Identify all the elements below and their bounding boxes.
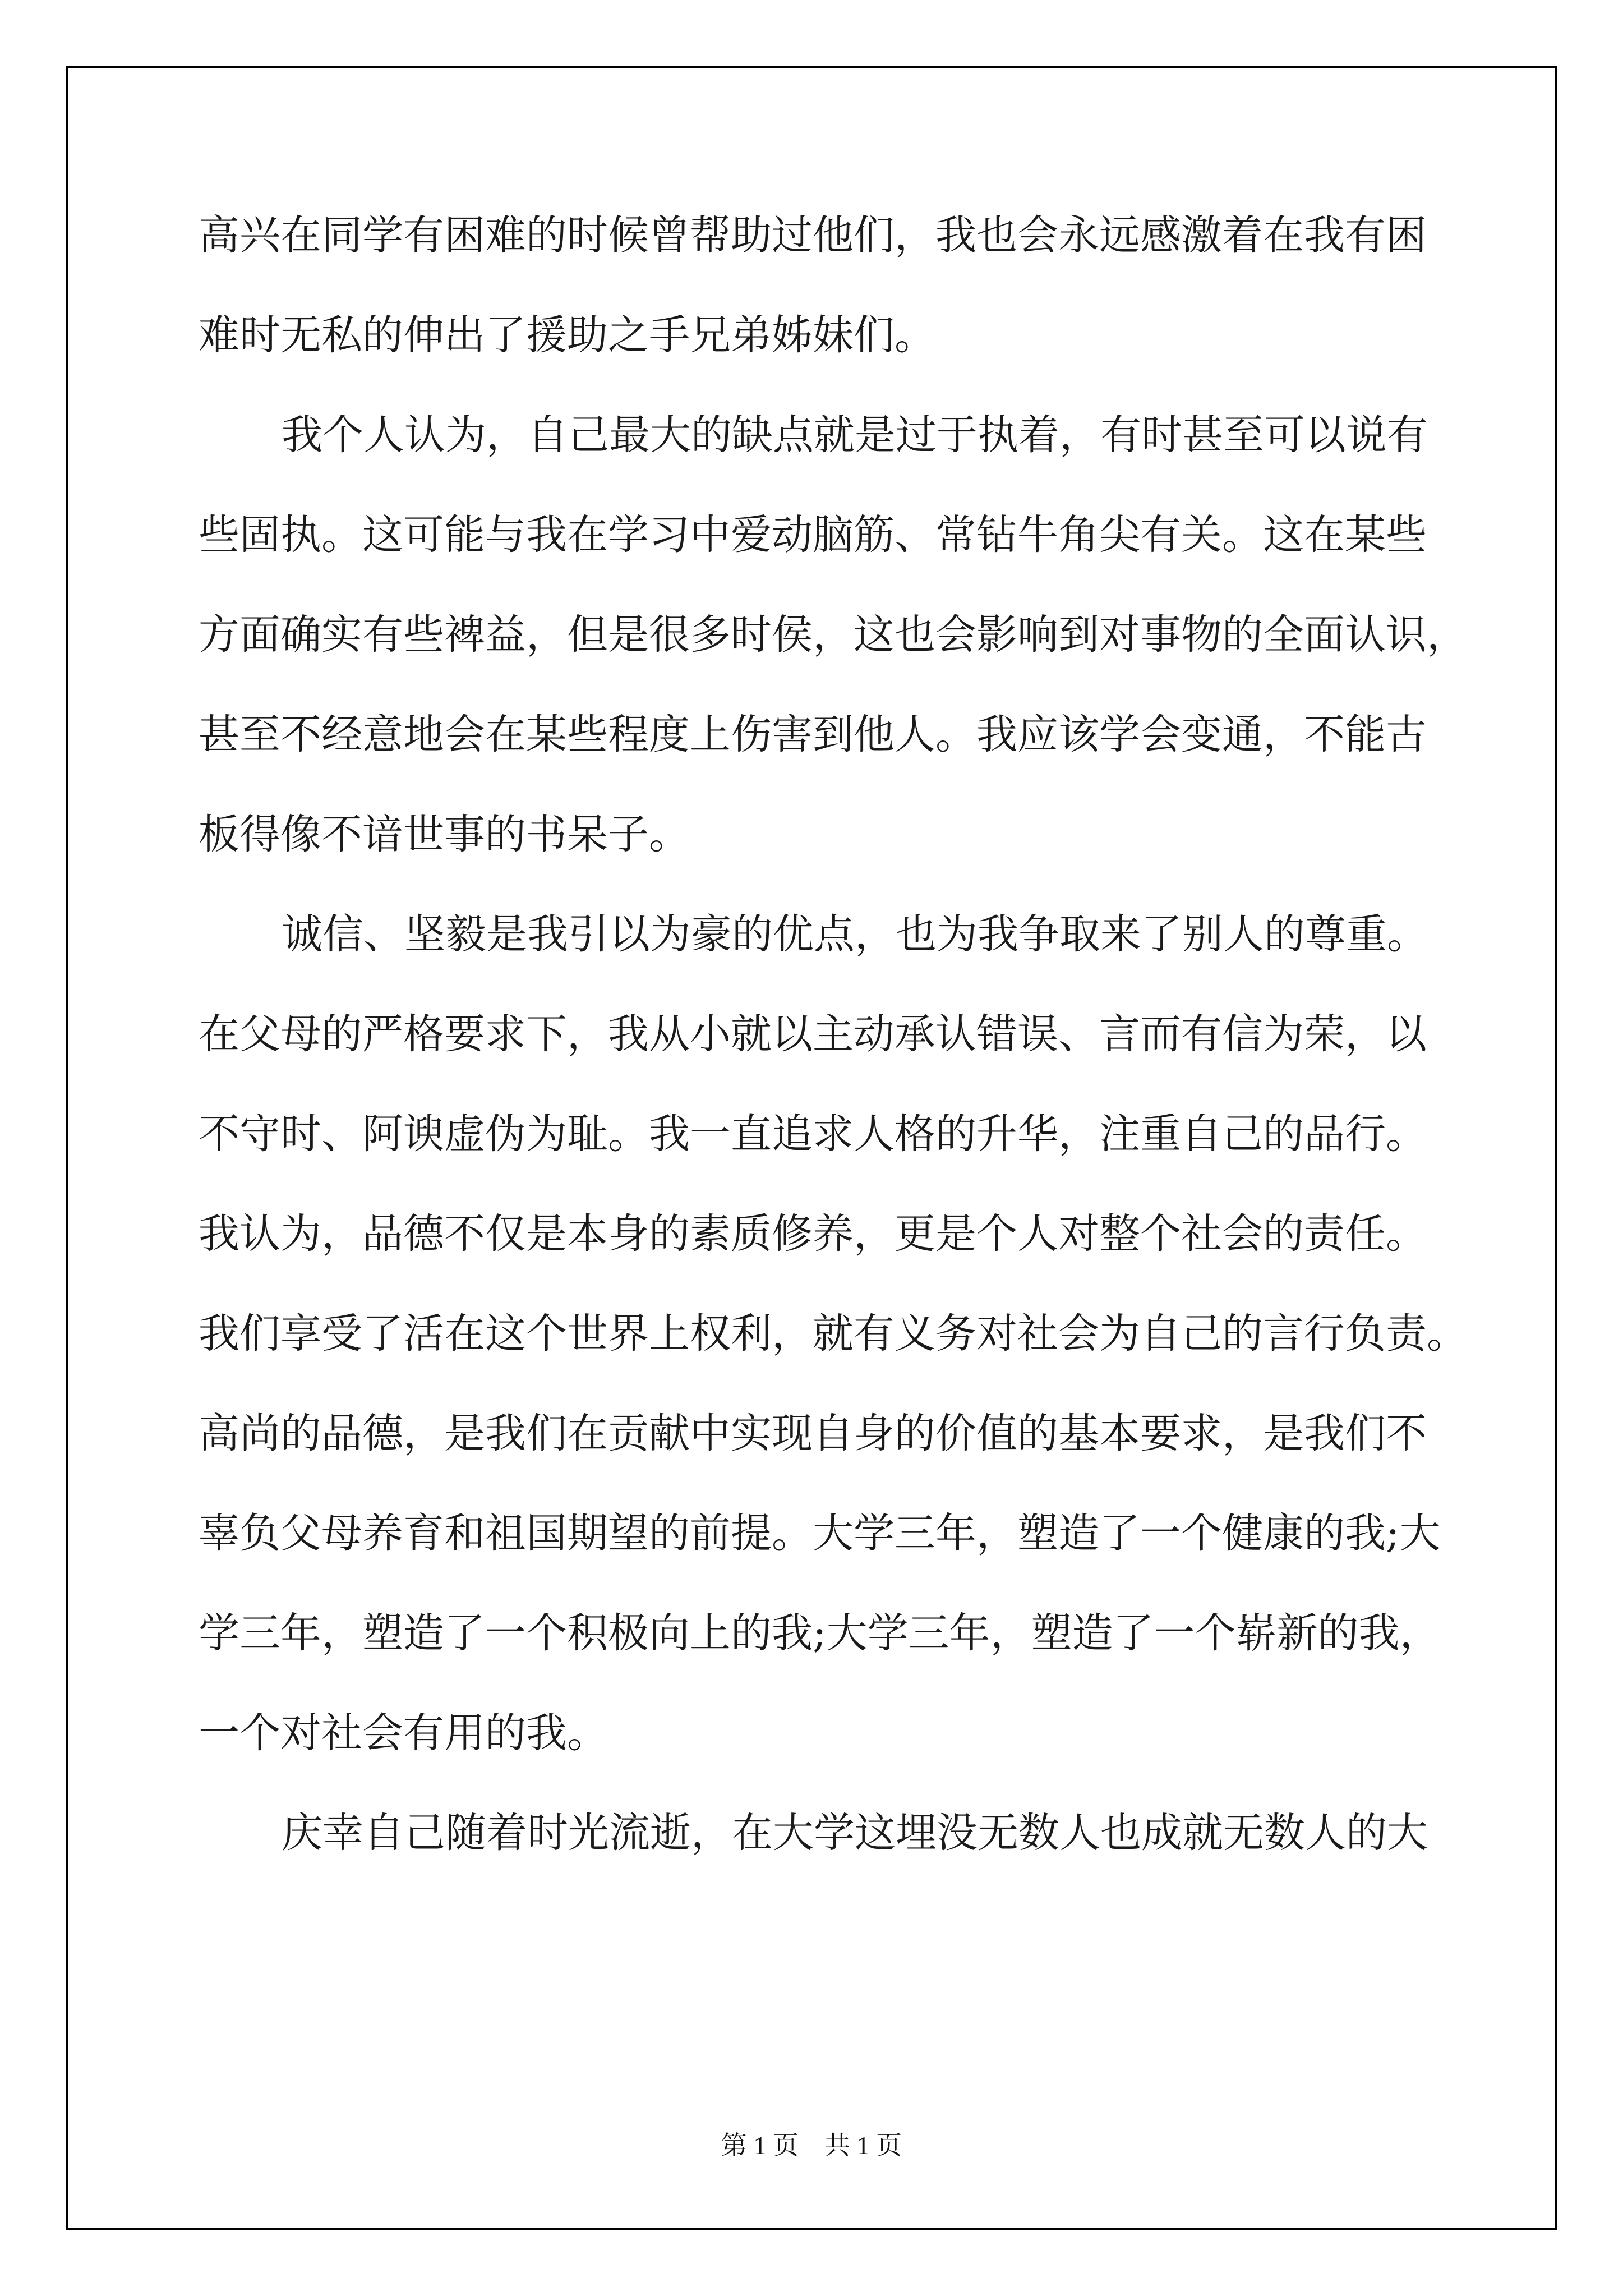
paragraph-first-line: 诚信、坚毅是我引以为豪的优点，也为我争取来了别人的尊重。 bbox=[282, 910, 1428, 958]
text-line: 辜负父母养育和祖国期望的前提。大学三年，塑造了一个健康的我;大 bbox=[199, 1510, 1441, 1557]
text-line: 学三年，塑造了一个积极向上的我;大学三年，塑造了一个崭新的我， bbox=[199, 1609, 1441, 1657]
text-line: 板得像不谙世事的书呆子。 bbox=[199, 811, 690, 858]
text-line: 高尚的品德，是我们在贡献中实现自身的价值的基本要求，是我们不 bbox=[199, 1410, 1427, 1457]
paragraph-first-line: 我个人认为，自己最大的缺点就是过于执着，有时甚至可以说有 bbox=[282, 411, 1428, 459]
text-line: 在父母的严格要求下，我从小就以主动承认错误、言而有信为荣，以 bbox=[199, 1010, 1427, 1058]
paragraph-first-line: 庆幸自己随着时光流逝，在大学这埋没无数人也成就无数人的大 bbox=[282, 1809, 1428, 1857]
text-line: 些固执。这可能与我在学习中爱动脑筋、常钻牛角尖有关。这在某些 bbox=[199, 511, 1427, 559]
text-line: 我们享受了活在这个世界上权利，就有义务对社会为自己的言行负责。 bbox=[199, 1310, 1468, 1358]
text-line: 难时无私的伸出了援助之手兄弟姊妹们。 bbox=[199, 311, 935, 359]
text-line: 甚至不经意地会在某些程度上伤害到他人。我应该学会变通，不能古 bbox=[199, 711, 1427, 758]
text-line: 不守时、阿谀虚伪为耻。我一直追求人格的升华，注重自己的品行。 bbox=[199, 1110, 1427, 1158]
text-line: 高兴在同学有困难的时候曾帮助过他们，我也会永远感激着在我有困 bbox=[199, 211, 1427, 259]
text-line: 一个对社会有用的我。 bbox=[199, 1709, 608, 1757]
text-line: 我认为，品德不仅是本身的素质修养，更是个人对整个社会的责任。 bbox=[199, 1210, 1427, 1258]
text-line: 方面确实有些裨益，但是很多时侯，这也会影响到对事物的全面认识， bbox=[199, 611, 1468, 659]
page-number-footer: 第 1 页 共 1 页 bbox=[721, 2131, 902, 2160]
